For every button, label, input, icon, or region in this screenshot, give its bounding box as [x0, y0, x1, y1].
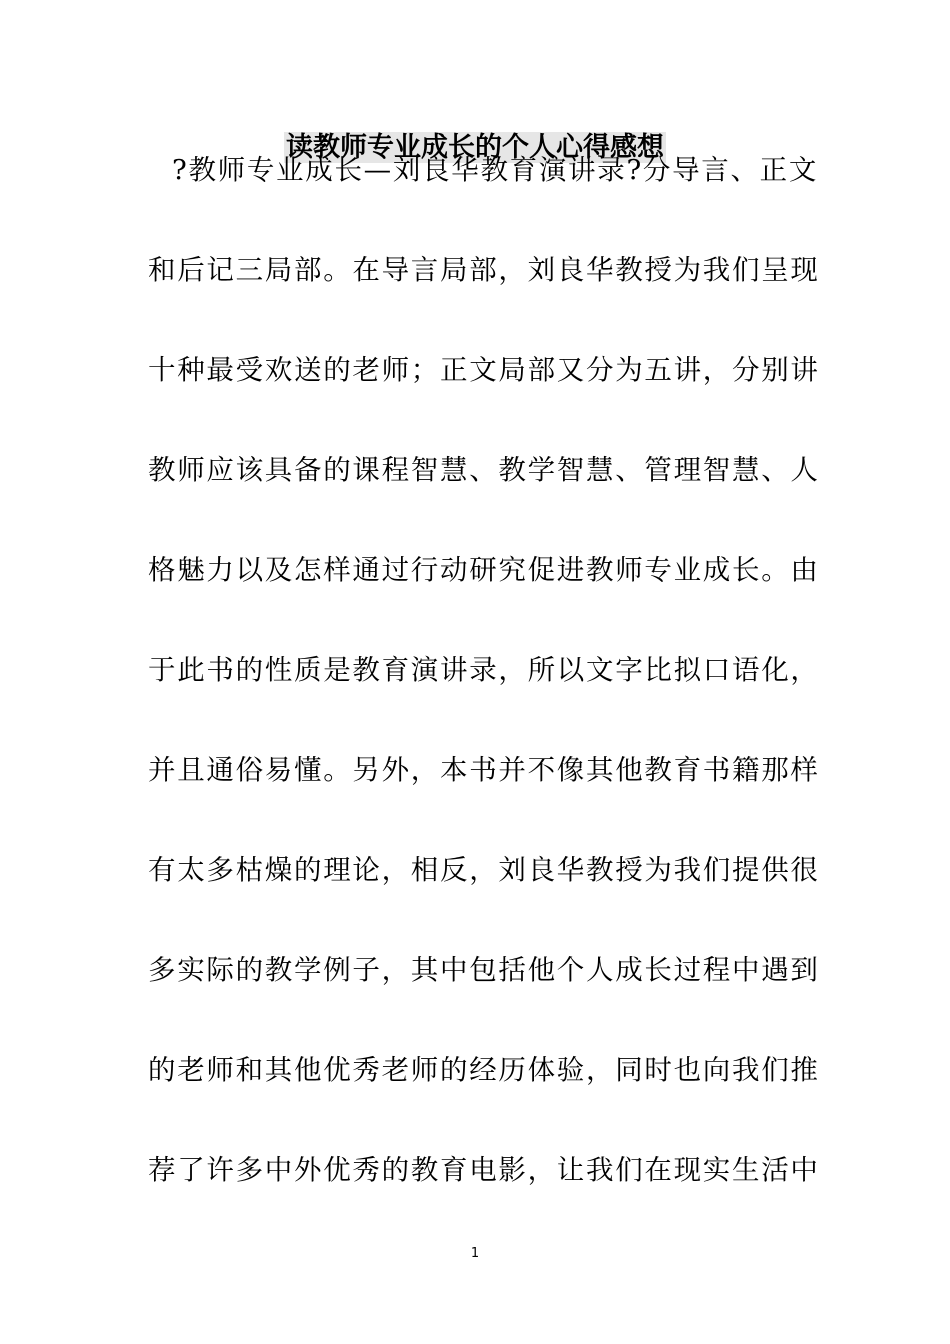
body-line-2: 和后记三局部。在导言局部，刘良华教授为我们呈现 — [148, 254, 820, 286]
body-line-4: 教师应该具备的课程智慧、教学智慧、管理智慧、人 — [148, 454, 820, 486]
body-line-10: 的老师和其他优秀老师的经历体验，同时也向我们推 — [148, 1054, 820, 1086]
body-line-7: 并且通俗易懂。另外，本书并不像其他教育书籍那样 — [148, 754, 820, 786]
body-line-3: 十种最受欢送的老师；正文局部又分为五讲，分别讲 — [148, 354, 820, 386]
body-line-6: 于此书的性质是教育演讲录，所以文字比拟口语化， — [148, 654, 820, 686]
body-line-5: 格魅力以及怎样通过行动研究促进教师专业成长。由 — [148, 554, 820, 586]
body-line-1: ?教师专业成长—刘良华教育演讲录?分导言、正文 — [172, 154, 819, 186]
body-line-8: 有太多枯燥的理论，相反，刘良华教授为我们提供很 — [148, 854, 820, 886]
body-line-11: 荐了许多中外优秀的教育电影，让我们在现实生活中 — [148, 1154, 820, 1186]
page-number: 1 — [470, 1246, 480, 1261]
document-title-text: 读教师专业成长的个人心得感想 — [286, 132, 664, 163]
body-line-9: 多实际的教学例子，其中包括他个人成长过程中遇到 — [148, 954, 820, 986]
